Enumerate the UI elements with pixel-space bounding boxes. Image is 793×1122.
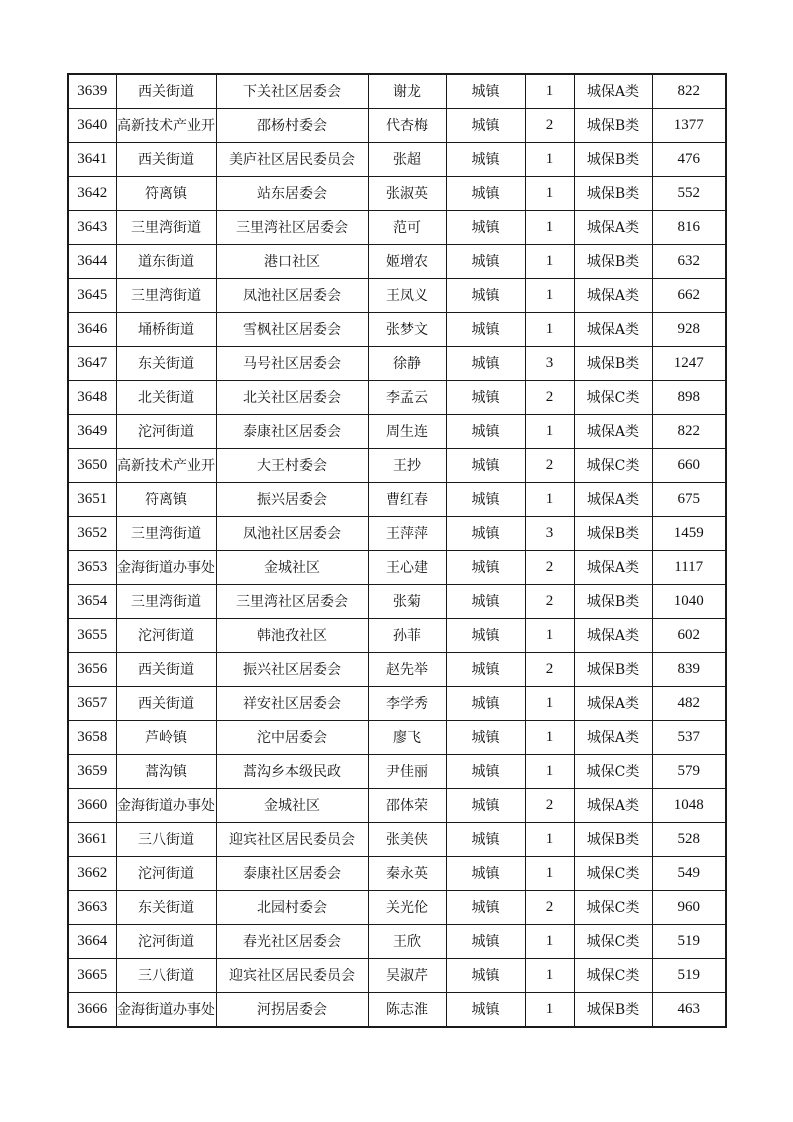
household-type-cell: 城镇 bbox=[446, 279, 525, 313]
table-row bbox=[68, 517, 726, 551]
serial-no-cell: 3666 bbox=[68, 993, 116, 1028]
amount-cell: 549 bbox=[652, 857, 726, 891]
community-cell: 河拐居委会 bbox=[216, 993, 368, 1028]
community-cell: 振兴社区居委会 bbox=[216, 653, 368, 687]
assistance-category-cell: 城保B类 bbox=[574, 993, 652, 1028]
subdistrict-cell: 道东街道 bbox=[116, 245, 216, 279]
table-row bbox=[68, 313, 726, 347]
community-cell: 祥安社区居委会 bbox=[216, 687, 368, 721]
roster-body bbox=[68, 74, 726, 1027]
subsidy-roster-table bbox=[67, 73, 727, 1028]
amount-cell: 675 bbox=[652, 483, 726, 517]
table-row bbox=[68, 449, 726, 483]
amount-cell: 632 bbox=[652, 245, 726, 279]
name-cell: 李孟云 bbox=[368, 381, 446, 415]
name-cell: 周生连 bbox=[368, 415, 446, 449]
assistance-category-cell: 城保B类 bbox=[574, 177, 652, 211]
serial-no-cell: 3641 bbox=[68, 143, 116, 177]
assistance-category-cell: 城保A类 bbox=[574, 789, 652, 823]
household-size-cell: 2 bbox=[525, 789, 574, 823]
serial-no-cell: 3660 bbox=[68, 789, 116, 823]
amount-cell: 662 bbox=[652, 279, 726, 313]
name-cell: 王萍萍 bbox=[368, 517, 446, 551]
household-size-cell: 1 bbox=[525, 279, 574, 313]
serial-no-cell: 3662 bbox=[68, 857, 116, 891]
table-row bbox=[68, 925, 726, 959]
amount-cell: 822 bbox=[652, 415, 726, 449]
assistance-category-cell: 城保A类 bbox=[574, 721, 652, 755]
household-type-cell: 城镇 bbox=[446, 551, 525, 585]
subdistrict-cell: 沱河街道 bbox=[116, 619, 216, 653]
name-cell: 赵先举 bbox=[368, 653, 446, 687]
household-type-cell: 城镇 bbox=[446, 925, 525, 959]
name-cell: 李学秀 bbox=[368, 687, 446, 721]
amount-cell: 1117 bbox=[652, 551, 726, 585]
assistance-category-cell: 城保A类 bbox=[574, 74, 652, 109]
household-type-cell: 城镇 bbox=[446, 823, 525, 857]
name-cell: 廖飞 bbox=[368, 721, 446, 755]
household-size-cell: 1 bbox=[525, 857, 574, 891]
amount-cell: 482 bbox=[652, 687, 726, 721]
amount-cell: 928 bbox=[652, 313, 726, 347]
subdistrict-cell: 符离镇 bbox=[116, 483, 216, 517]
household-size-cell: 1 bbox=[525, 177, 574, 211]
subdistrict-cell: 符离镇 bbox=[116, 177, 216, 211]
assistance-category-cell: 城保B类 bbox=[574, 245, 652, 279]
table-row bbox=[68, 585, 726, 619]
household-type-cell: 城镇 bbox=[446, 653, 525, 687]
subdistrict-cell: 高新技术产业开 bbox=[116, 109, 216, 143]
name-cell: 张超 bbox=[368, 143, 446, 177]
serial-no-cell: 3644 bbox=[68, 245, 116, 279]
subdistrict-cell: 东关街道 bbox=[116, 347, 216, 381]
amount-cell: 519 bbox=[652, 925, 726, 959]
assistance-category-cell: 城保A类 bbox=[574, 483, 652, 517]
subdistrict-cell: 蒿沟镇 bbox=[116, 755, 216, 789]
name-cell: 张淑英 bbox=[368, 177, 446, 211]
household-type-cell: 城镇 bbox=[446, 721, 525, 755]
serial-no-cell: 3639 bbox=[68, 74, 116, 109]
community-cell: 三里湾社区居委会 bbox=[216, 585, 368, 619]
subdistrict-cell: 金海街道办事处 bbox=[116, 993, 216, 1028]
amount-cell: 1048 bbox=[652, 789, 726, 823]
household-type-cell: 城镇 bbox=[446, 857, 525, 891]
name-cell: 关光伦 bbox=[368, 891, 446, 925]
community-cell: 三里湾社区居委会 bbox=[216, 211, 368, 245]
table-row bbox=[68, 653, 726, 687]
household-type-cell: 城镇 bbox=[446, 211, 525, 245]
subdistrict-cell: 沱河街道 bbox=[116, 415, 216, 449]
table-row bbox=[68, 551, 726, 585]
assistance-category-cell: 城保A类 bbox=[574, 551, 652, 585]
assistance-category-cell: 城保A类 bbox=[574, 619, 652, 653]
serial-no-cell: 3654 bbox=[68, 585, 116, 619]
household-size-cell: 1 bbox=[525, 755, 574, 789]
subdistrict-cell: 埇桥街道 bbox=[116, 313, 216, 347]
amount-cell: 463 bbox=[652, 993, 726, 1028]
household-size-cell: 1 bbox=[525, 721, 574, 755]
community-cell: 振兴居委会 bbox=[216, 483, 368, 517]
serial-no-cell: 3646 bbox=[68, 313, 116, 347]
serial-no-cell: 3642 bbox=[68, 177, 116, 211]
subdistrict-cell: 三八街道 bbox=[116, 823, 216, 857]
amount-cell: 898 bbox=[652, 381, 726, 415]
table-row bbox=[68, 483, 726, 517]
household-type-cell: 城镇 bbox=[446, 143, 525, 177]
community-cell: 金城社区 bbox=[216, 789, 368, 823]
name-cell: 王抄 bbox=[368, 449, 446, 483]
community-cell: 港口社区 bbox=[216, 245, 368, 279]
household-size-cell: 1 bbox=[525, 823, 574, 857]
serial-no-cell: 3663 bbox=[68, 891, 116, 925]
community-cell: 迎宾社区居民委员会 bbox=[216, 959, 368, 993]
household-type-cell: 城镇 bbox=[446, 245, 525, 279]
household-type-cell: 城镇 bbox=[446, 619, 525, 653]
household-type-cell: 城镇 bbox=[446, 585, 525, 619]
household-size-cell: 1 bbox=[525, 313, 574, 347]
household-size-cell: 1 bbox=[525, 245, 574, 279]
serial-no-cell: 3653 bbox=[68, 551, 116, 585]
serial-no-cell: 3655 bbox=[68, 619, 116, 653]
amount-cell: 960 bbox=[652, 891, 726, 925]
household-type-cell: 城镇 bbox=[446, 449, 525, 483]
amount-cell: 1247 bbox=[652, 347, 726, 381]
name-cell: 王凤义 bbox=[368, 279, 446, 313]
subdistrict-cell: 三里湾街道 bbox=[116, 585, 216, 619]
serial-no-cell: 3647 bbox=[68, 347, 116, 381]
serial-no-cell: 3652 bbox=[68, 517, 116, 551]
community-cell: 北园村委会 bbox=[216, 891, 368, 925]
assistance-category-cell: 城保C类 bbox=[574, 925, 652, 959]
name-cell: 谢龙 bbox=[368, 74, 446, 109]
assistance-category-cell: 城保B类 bbox=[574, 347, 652, 381]
table-row bbox=[68, 143, 726, 177]
amount-cell: 552 bbox=[652, 177, 726, 211]
household-type-cell: 城镇 bbox=[446, 483, 525, 517]
subdistrict-cell: 西关街道 bbox=[116, 74, 216, 109]
table-row bbox=[68, 891, 726, 925]
community-cell: 凤池社区居委会 bbox=[216, 279, 368, 313]
amount-cell: 816 bbox=[652, 211, 726, 245]
serial-no-cell: 3664 bbox=[68, 925, 116, 959]
household-type-cell: 城镇 bbox=[446, 517, 525, 551]
household-type-cell: 城镇 bbox=[446, 381, 525, 415]
amount-cell: 822 bbox=[652, 74, 726, 109]
serial-no-cell: 3656 bbox=[68, 653, 116, 687]
household-size-cell: 3 bbox=[525, 517, 574, 551]
amount-cell: 537 bbox=[652, 721, 726, 755]
table-row bbox=[68, 279, 726, 313]
assistance-category-cell: 城保B类 bbox=[574, 109, 652, 143]
household-type-cell: 城镇 bbox=[446, 415, 525, 449]
household-type-cell: 城镇 bbox=[446, 891, 525, 925]
household-size-cell: 3 bbox=[525, 347, 574, 381]
subdistrict-cell: 西关街道 bbox=[116, 143, 216, 177]
table-row bbox=[68, 789, 726, 823]
name-cell: 王心建 bbox=[368, 551, 446, 585]
table-row bbox=[68, 687, 726, 721]
community-cell: 美庐社区居民委员会 bbox=[216, 143, 368, 177]
assistance-category-cell: 城保C类 bbox=[574, 891, 652, 925]
name-cell: 王欣 bbox=[368, 925, 446, 959]
household-size-cell: 2 bbox=[525, 653, 574, 687]
name-cell: 张梦文 bbox=[368, 313, 446, 347]
assistance-category-cell: 城保C类 bbox=[574, 449, 652, 483]
amount-cell: 602 bbox=[652, 619, 726, 653]
table-row bbox=[68, 755, 726, 789]
assistance-category-cell: 城保A类 bbox=[574, 313, 652, 347]
assistance-category-cell: 城保A类 bbox=[574, 211, 652, 245]
subdistrict-cell: 西关街道 bbox=[116, 653, 216, 687]
household-type-cell: 城镇 bbox=[446, 313, 525, 347]
community-cell: 沱中居委会 bbox=[216, 721, 368, 755]
community-cell: 北关社区居委会 bbox=[216, 381, 368, 415]
serial-no-cell: 3651 bbox=[68, 483, 116, 517]
assistance-category-cell: 城保C类 bbox=[574, 381, 652, 415]
table-row bbox=[68, 109, 726, 143]
assistance-category-cell: 城保A类 bbox=[574, 415, 652, 449]
community-cell: 凤池社区居委会 bbox=[216, 517, 368, 551]
amount-cell: 528 bbox=[652, 823, 726, 857]
household-size-cell: 1 bbox=[525, 211, 574, 245]
subdistrict-cell: 东关街道 bbox=[116, 891, 216, 925]
community-cell: 雪枫社区居委会 bbox=[216, 313, 368, 347]
subdistrict-cell: 西关街道 bbox=[116, 687, 216, 721]
household-size-cell: 1 bbox=[525, 74, 574, 109]
household-type-cell: 城镇 bbox=[446, 177, 525, 211]
amount-cell: 579 bbox=[652, 755, 726, 789]
serial-no-cell: 3650 bbox=[68, 449, 116, 483]
table-row bbox=[68, 993, 726, 1028]
name-cell: 吴淑芹 bbox=[368, 959, 446, 993]
name-cell: 邵体荣 bbox=[368, 789, 446, 823]
household-size-cell: 2 bbox=[525, 109, 574, 143]
community-cell: 马号社区居委会 bbox=[216, 347, 368, 381]
serial-no-cell: 3659 bbox=[68, 755, 116, 789]
household-type-cell: 城镇 bbox=[446, 74, 525, 109]
serial-no-cell: 3643 bbox=[68, 211, 116, 245]
household-type-cell: 城镇 bbox=[446, 109, 525, 143]
household-type-cell: 城镇 bbox=[446, 755, 525, 789]
serial-no-cell: 3649 bbox=[68, 415, 116, 449]
name-cell: 尹佳丽 bbox=[368, 755, 446, 789]
name-cell: 张美侠 bbox=[368, 823, 446, 857]
amount-cell: 660 bbox=[652, 449, 726, 483]
assistance-category-cell: 城保A类 bbox=[574, 279, 652, 313]
subdistrict-cell: 沱河街道 bbox=[116, 857, 216, 891]
household-size-cell: 2 bbox=[525, 891, 574, 925]
table-row bbox=[68, 823, 726, 857]
name-cell: 曹红春 bbox=[368, 483, 446, 517]
table-row bbox=[68, 177, 726, 211]
serial-no-cell: 3665 bbox=[68, 959, 116, 993]
household-type-cell: 城镇 bbox=[446, 959, 525, 993]
serial-no-cell: 3640 bbox=[68, 109, 116, 143]
name-cell: 陈志淮 bbox=[368, 993, 446, 1028]
community-cell: 邵杨村委会 bbox=[216, 109, 368, 143]
household-size-cell: 1 bbox=[525, 415, 574, 449]
subdistrict-cell: 三里湾街道 bbox=[116, 279, 216, 313]
amount-cell: 1459 bbox=[652, 517, 726, 551]
subdistrict-cell: 金海街道办事处 bbox=[116, 789, 216, 823]
serial-no-cell: 3648 bbox=[68, 381, 116, 415]
community-cell: 大王村委会 bbox=[216, 449, 368, 483]
subdistrict-cell: 三里湾街道 bbox=[116, 211, 216, 245]
assistance-category-cell: 城保B类 bbox=[574, 517, 652, 551]
household-size-cell: 2 bbox=[525, 551, 574, 585]
table-row bbox=[68, 857, 726, 891]
table-row bbox=[68, 381, 726, 415]
subdistrict-cell: 高新技术产业开 bbox=[116, 449, 216, 483]
community-cell: 站东居委会 bbox=[216, 177, 368, 211]
name-cell: 姬增农 bbox=[368, 245, 446, 279]
amount-cell: 839 bbox=[652, 653, 726, 687]
household-size-cell: 1 bbox=[525, 143, 574, 177]
household-size-cell: 2 bbox=[525, 381, 574, 415]
assistance-category-cell: 城保A类 bbox=[574, 687, 652, 721]
amount-cell: 519 bbox=[652, 959, 726, 993]
household-type-cell: 城镇 bbox=[446, 993, 525, 1028]
subdistrict-cell: 三八街道 bbox=[116, 959, 216, 993]
household-type-cell: 城镇 bbox=[446, 789, 525, 823]
subdistrict-cell: 三里湾街道 bbox=[116, 517, 216, 551]
name-cell: 徐静 bbox=[368, 347, 446, 381]
table-row bbox=[68, 721, 726, 755]
assistance-category-cell: 城保C类 bbox=[574, 755, 652, 789]
community-cell: 韩池孜社区 bbox=[216, 619, 368, 653]
community-cell: 泰康社区居委会 bbox=[216, 857, 368, 891]
community-cell: 蒿沟乡本级民政 bbox=[216, 755, 368, 789]
subdistrict-cell: 沱河街道 bbox=[116, 925, 216, 959]
name-cell: 代杏梅 bbox=[368, 109, 446, 143]
household-size-cell: 1 bbox=[525, 619, 574, 653]
table-row bbox=[68, 245, 726, 279]
community-cell: 下关社区居委会 bbox=[216, 74, 368, 109]
table-row bbox=[68, 347, 726, 381]
table-row bbox=[68, 211, 726, 245]
serial-no-cell: 3658 bbox=[68, 721, 116, 755]
household-size-cell: 1 bbox=[525, 925, 574, 959]
serial-no-cell: 3661 bbox=[68, 823, 116, 857]
assistance-category-cell: 城保B类 bbox=[574, 143, 652, 177]
table-row bbox=[68, 415, 726, 449]
household-size-cell: 1 bbox=[525, 993, 574, 1028]
assistance-category-cell: 城保B类 bbox=[574, 823, 652, 857]
household-size-cell: 2 bbox=[525, 585, 574, 619]
household-size-cell: 1 bbox=[525, 483, 574, 517]
household-size-cell: 1 bbox=[525, 687, 574, 721]
table-row bbox=[68, 619, 726, 653]
household-type-cell: 城镇 bbox=[446, 687, 525, 721]
assistance-category-cell: 城保B类 bbox=[574, 653, 652, 687]
assistance-category-cell: 城保C类 bbox=[574, 857, 652, 891]
table-row bbox=[68, 959, 726, 993]
assistance-category-cell: 城保C类 bbox=[574, 959, 652, 993]
subdistrict-cell: 北关街道 bbox=[116, 381, 216, 415]
household-size-cell: 1 bbox=[525, 959, 574, 993]
community-cell: 泰康社区居委会 bbox=[216, 415, 368, 449]
serial-no-cell: 3645 bbox=[68, 279, 116, 313]
name-cell: 张菊 bbox=[368, 585, 446, 619]
community-cell: 春光社区居委会 bbox=[216, 925, 368, 959]
community-cell: 迎宾社区居民委员会 bbox=[216, 823, 368, 857]
community-cell: 金城社区 bbox=[216, 551, 368, 585]
amount-cell: 476 bbox=[652, 143, 726, 177]
subdistrict-cell: 芦岭镇 bbox=[116, 721, 216, 755]
table-row bbox=[68, 74, 726, 109]
name-cell: 孙菲 bbox=[368, 619, 446, 653]
name-cell: 范可 bbox=[368, 211, 446, 245]
name-cell: 秦永英 bbox=[368, 857, 446, 891]
amount-cell: 1377 bbox=[652, 109, 726, 143]
subdistrict-cell: 金海街道办事处 bbox=[116, 551, 216, 585]
amount-cell: 1040 bbox=[652, 585, 726, 619]
serial-no-cell: 3657 bbox=[68, 687, 116, 721]
household-size-cell: 2 bbox=[525, 449, 574, 483]
household-type-cell: 城镇 bbox=[446, 347, 525, 381]
assistance-category-cell: 城保B类 bbox=[574, 585, 652, 619]
